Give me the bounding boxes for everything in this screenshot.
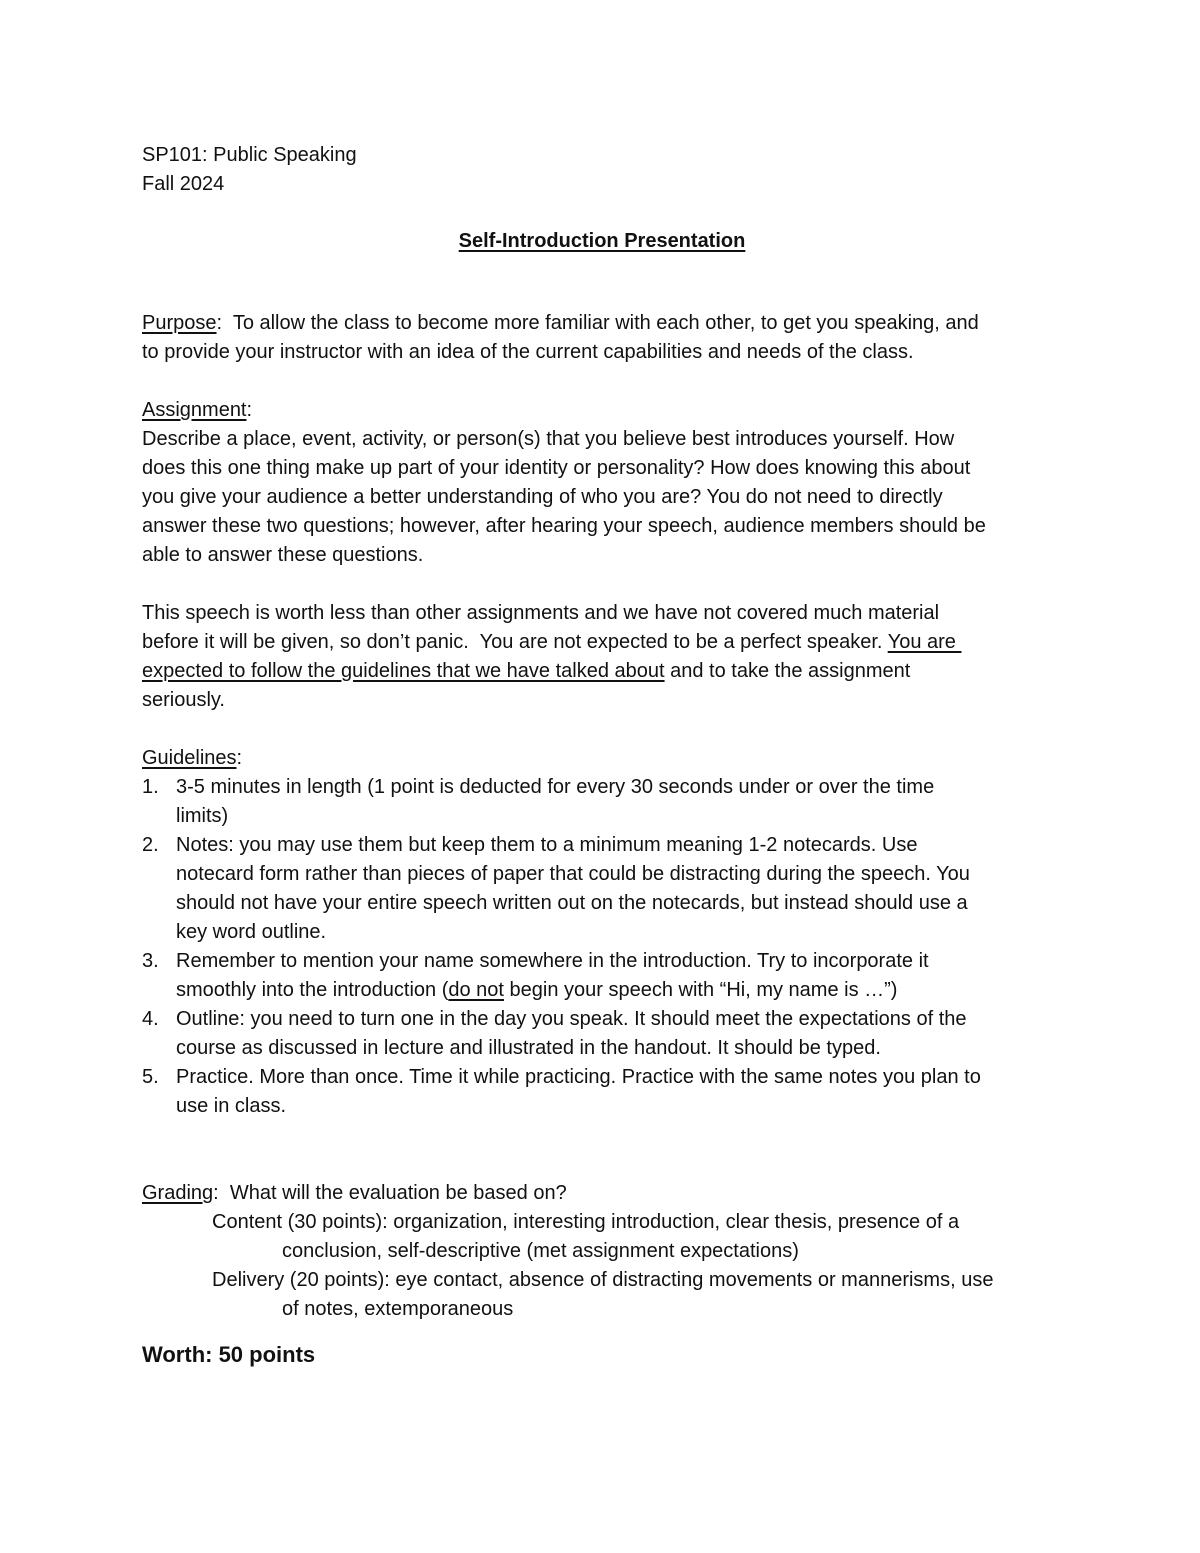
grading-criterion-delivery: Delivery (20 points): eye contact, absence of distracting movements or mannerisms, use of notes, extemporaneous <box>212 1269 994 1320</box>
assignment-section <box>142 396 1062 570</box>
document-title: Self-Introduction Presentation <box>458 230 746 252</box>
guidelines-section <box>142 744 1062 1121</box>
course-name: SP101: Public Speaking <box>142 144 357 166</box>
list-number: 2. <box>142 834 159 856</box>
list-item: 1. 3-5 minutes in length (1 point is deducted for every 30 seconds under or over the time limits) <box>142 773 1062 831</box>
list-item: 4. Outline: you need to turn one in the day you speak. It should meet the expectations of the course as discussed in lecture and illustrated in the handout. It should be typed. <box>142 1005 1062 1063</box>
list-item: 3. Remember to mention your name somewhere in the introduction. Try to incorporate it smoothly into the introduction (do not begin your speech with “Hi, my name is …”) <box>142 947 1062 1005</box>
assignment-line: able to answer these questions. <box>142 544 424 566</box>
note-emphasis: You are <box>887 631 962 653</box>
total-worth: Worth: 50 points <box>142 1342 316 1367</box>
guidelines-label: Guidelines <box>142 747 237 769</box>
assignment-line: answer these two questions; however, after hearing your speech, audience members should be <box>142 515 986 537</box>
purpose-section <box>142 309 1062 367</box>
term: Fall 2024 <box>142 173 225 195</box>
note-line: before it will be given, so don’t panic. You are not expected to be a perfect speaker. You are <box>142 631 962 653</box>
purpose-label: Purpose <box>142 312 217 334</box>
note-section <box>142 599 1062 715</box>
list-number: 4. <box>142 1008 159 1030</box>
assignment-line: you give your audience a better understanding of who you are? You do not need to directly <box>142 486 943 508</box>
note-line: This speech is worth less than other assignments and we have not covered much material <box>142 602 940 624</box>
guidelines-heading: Guidelines: <box>142 747 243 769</box>
assignment-line: Describe a place, event, activity, or person(s) that you believe best introduces yourself. How <box>142 428 955 450</box>
purpose-line-2: to provide your instructor with an idea of the current capabilities and needs of the class. <box>142 341 914 363</box>
grading-criterion-content: Content (30 points): organization, interesting introduction, clear thesis, presence of a conclusion, self-descriptive (met assignment expectations) <box>212 1211 960 1262</box>
do-not-emphasis: do not <box>448 979 504 1001</box>
assignment-heading: Assignment: <box>142 399 253 421</box>
grading-heading: Grading: What will the evaluation be based on? <box>142 1182 567 1204</box>
purpose-line-1: Purpose: To allow the class to become more familiar with each other, to get you speaking, and <box>142 312 979 334</box>
list-item: 2. Notes: you may use them but keep them to a minimum meaning 1-2 notecards. Use notecard form rather than pieces of paper that could be distracting during the speech. You should not have your entire speech written out on the notecards, but instead should use a key word outline. <box>142 831 1062 947</box>
list-number: 1. <box>142 776 159 798</box>
note-emphasis: expected to follow the guidelines that we have talked about <box>142 660 665 682</box>
note-line: expected to follow the guidelines that we have talked about and to take the assignment <box>142 660 911 682</box>
list-number: 3. <box>142 950 159 972</box>
assignment-label: Assignment <box>142 399 247 421</box>
document-page <box>142 141 1062 1369</box>
grading-section <box>142 1179 1062 1324</box>
list-item: 5. Practice. More than once. Time it while practicing. Practice with the same notes you plan to use in class. <box>142 1063 1062 1121</box>
grading-label: Grading <box>142 1182 214 1204</box>
note-line: seriously. <box>142 689 225 711</box>
guidelines-list <box>142 773 1062 1121</box>
list-number: 5. <box>142 1066 159 1088</box>
assignment-line: does this one thing make up part of your identity or personality? How does knowing this about <box>142 457 971 479</box>
